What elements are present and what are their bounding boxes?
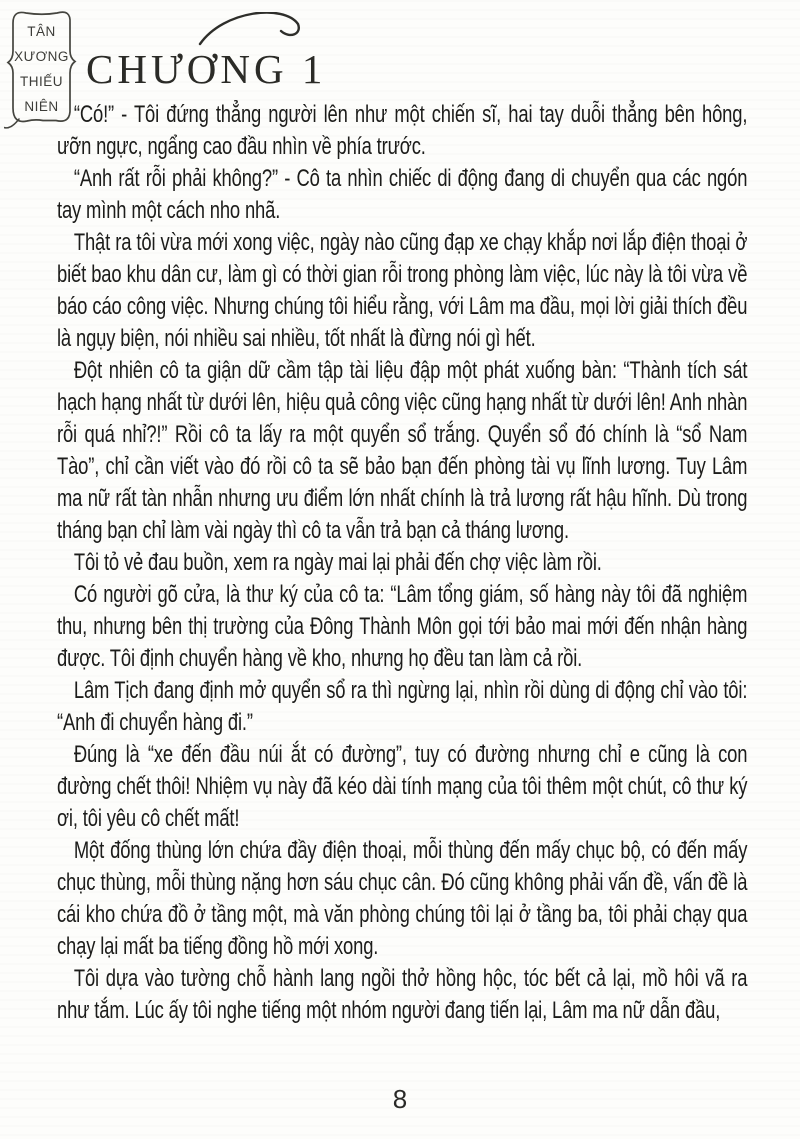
body-paragraph: Tôi dựa vào tường chỗ hành lang ngồi thở hồng hộc, tóc bết cả lại, mồ hôi vã ra như tắm. Lúc ấy tôi nghe tiếng một nhóm người đang tiến lại, Lâm ma nữ dẫn đầu, xyxy=(57,965,748,1024)
body-paragraph: Thật ra tôi vừa mới xong việc, ngày nào cũng đạp xe chạy khắp nơi lắp điện thoại ở biết bao khu dân cư, làm gì có thời gian rỗi trong phòng làm việc, lúc này là tôi vừa về báo cáo công việc. Nhưng chúng tôi hiểu rằng, với Lâm ma đầu, mọi lời giải thích đều là ngụy biện, nói nhiều sai nhiều, tốt nhất là đừng nói gì hết. xyxy=(57,229,748,352)
body-paragraph: Đúng là “xe đến đầu núi ắt có đường”, tuy có đường nhưng chỉ e cũng là con đường chết thôi! Nhiệm vụ này đã kéo dài tính mạng của tôi thêm một chút, cô thư ký ơi, tôi yêu cô chết mất! xyxy=(57,741,748,832)
body-paragraph: Lâm Tịch đang định mở quyển sổ ra thì ngừng lại, nhìn rồi dùng di động chỉ vào tôi: “Anh đi chuyển hàng đi.” xyxy=(57,677,748,736)
body-paragraph: Tôi tỏ vẻ đau buồn, xem ra ngày mai lại phải đến chợ việc làm rồi. xyxy=(73,549,602,576)
page-number: 8 xyxy=(392,1084,408,1114)
body-paragraph: “Có!” - Tôi đứng thẳng người lên như một chiến sĩ, hai tay duỗi thẳng bên hông, ưỡn ngực, ngẩng cao đầu nhìn về phía trước. xyxy=(57,101,748,160)
body-paragraph: Đột nhiên cô ta giận dữ cầm tập tài liệu đập một phát xuống bàn: “Thành tích sát hạch hạng nhất từ dưới lên, hiệu quả công việc cũng hạng nhất từ dưới lên! Anh nhàn rỗi quá nhỉ?!” Rồi cô ta lấy ra một quyển sổ trắng. Quyển sổ đó chính là “sổ Nam Tào”, chỉ cần viết vào đó rồi cô ta sẽ bảo bạn đến phòng tài vụ lĩnh lương. Tuy Lâm ma nữ rất tàn nhẫn nhưng ưu điểm lớn nhất chính là trả lương rất hậu hĩnh. Dù trong tháng bạn chỉ làm vài ngày thì cô ta vẫn trả bạn cả tháng lương. xyxy=(57,357,748,544)
stamp-line-3: THIẾU xyxy=(20,74,63,89)
stamp-line-4: NIÊN xyxy=(24,99,59,114)
stamp-line-1: TÂN xyxy=(27,24,56,39)
body-paragraph: Có người gõ cửa, là thư ký của cô ta: “Lâm tổng giám, số hàng này tôi đã nghiệm thu, nhưng bên thị trường của Đông Thành Môn gọi tới bảo mai mới đến nhận hàng được. Tôi định chuyển hàng về kho, nhưng họ đều tan làm cả rồi. xyxy=(57,581,748,672)
chapter-title: CHƯƠNG 1 xyxy=(86,46,327,93)
page-body-text xyxy=(57,99,747,1027)
body-paragraph: “Anh rất rỗi phải không?” - Cô ta nhìn chiếc di động đang di chuyển qua các ngón tay mình một cách nho nhã. xyxy=(57,165,748,224)
body-paragraph: Một đống thùng lớn chứa đầy điện thoại, mỗi thùng đến mấy chục bộ, có đến mấy chục thùng, mỗi thùng nặng hơn sáu chục cân. Đó cũng không phải vấn đề, vấn đề là cái kho chứa đồ ở tầng một, mà văn phòng chúng tôi lại ở tầng ba, tôi phải chạy qua chạy lại mất ba tiếng đồng hồ mới xong. xyxy=(57,837,748,960)
stamp-line-2: XƯƠNG xyxy=(14,49,69,64)
